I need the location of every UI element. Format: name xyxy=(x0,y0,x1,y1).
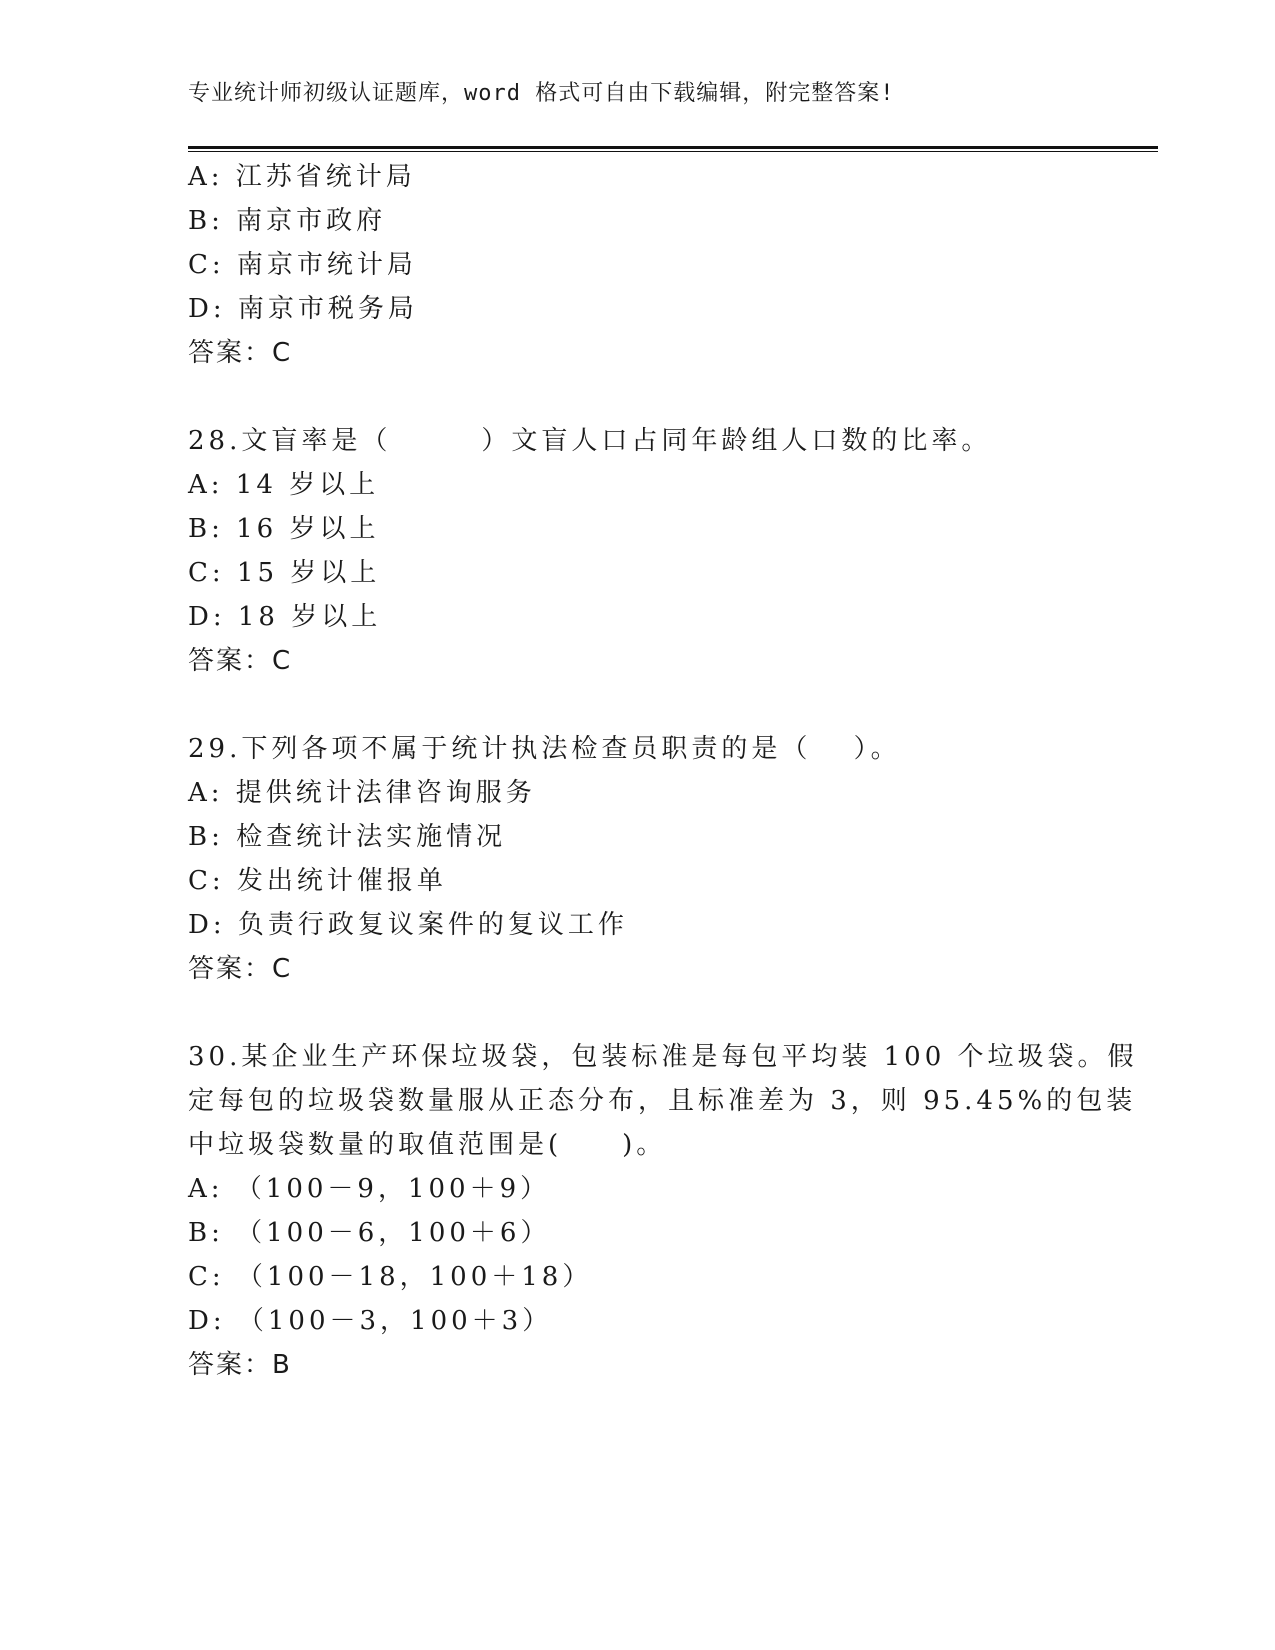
q30-option-d: D: （100－3，100＋3） xyxy=(188,1306,553,1336)
q30-option-a: A: （100－9，100＋9） xyxy=(188,1174,551,1204)
header-rule-thick xyxy=(188,146,1158,149)
q30-question-line-3: 中垃圾袋数量的取值范围是( )。 xyxy=(188,1130,667,1160)
q28-answer: 答案：C xyxy=(188,646,293,676)
q28-option-a: A: 14 岁以上 xyxy=(188,470,380,500)
q29-option-c: C: 发出统计催报单 xyxy=(188,866,447,896)
q28-option-d: D: 18 岁以上 xyxy=(188,602,382,632)
q29-option-d: D: 负责行政复议案件的复议工作 xyxy=(188,910,628,940)
q30-option-c: C: （100－18，100＋18） xyxy=(188,1262,593,1292)
q27-option-d: D: 南京市税务局 xyxy=(188,294,418,324)
q30-question-line-1: 30.某企业生产环保垃圾袋，包装标准是每包平均装 100 个垃圾袋。假 xyxy=(188,1042,1138,1072)
q27-answer: 答案：C xyxy=(188,338,293,368)
q27-option-c: C: 南京市统计局 xyxy=(188,250,417,280)
page-header-text: 专业统计师初级认证题库，word 格式可自由下载编辑，附完整答案! xyxy=(188,81,895,106)
q29-answer: 答案：C xyxy=(188,954,293,984)
q28-option-b: B: 16 岁以上 xyxy=(188,514,380,544)
q30-question-line-2: 定每包的垃圾袋数量服从正态分布，且标准差为 3，则 95.45%的包装 xyxy=(188,1086,1137,1116)
q28-question: 28.文盲率是（ ）文盲人口占同年龄组人口数的比率。 xyxy=(188,426,992,456)
q30-answer: 答案：B xyxy=(188,1350,292,1380)
q27-option-b: B: 南京市政府 xyxy=(188,206,387,236)
q29-option-a: A: 提供统计法律咨询服务 xyxy=(188,778,536,808)
q30-option-b: B: （100－6，100＋6） xyxy=(188,1218,551,1248)
q28-option-c: C: 15 岁以上 xyxy=(188,558,381,588)
q29-option-b: B: 检查统计法实施情况 xyxy=(188,822,507,852)
q27-option-a: A: 江苏省统计局 xyxy=(188,162,416,192)
q29-question: 29.下列各项不属于统计执法检查员职责的是（ ）。 xyxy=(188,734,901,764)
header-rule-thin xyxy=(188,151,1158,152)
